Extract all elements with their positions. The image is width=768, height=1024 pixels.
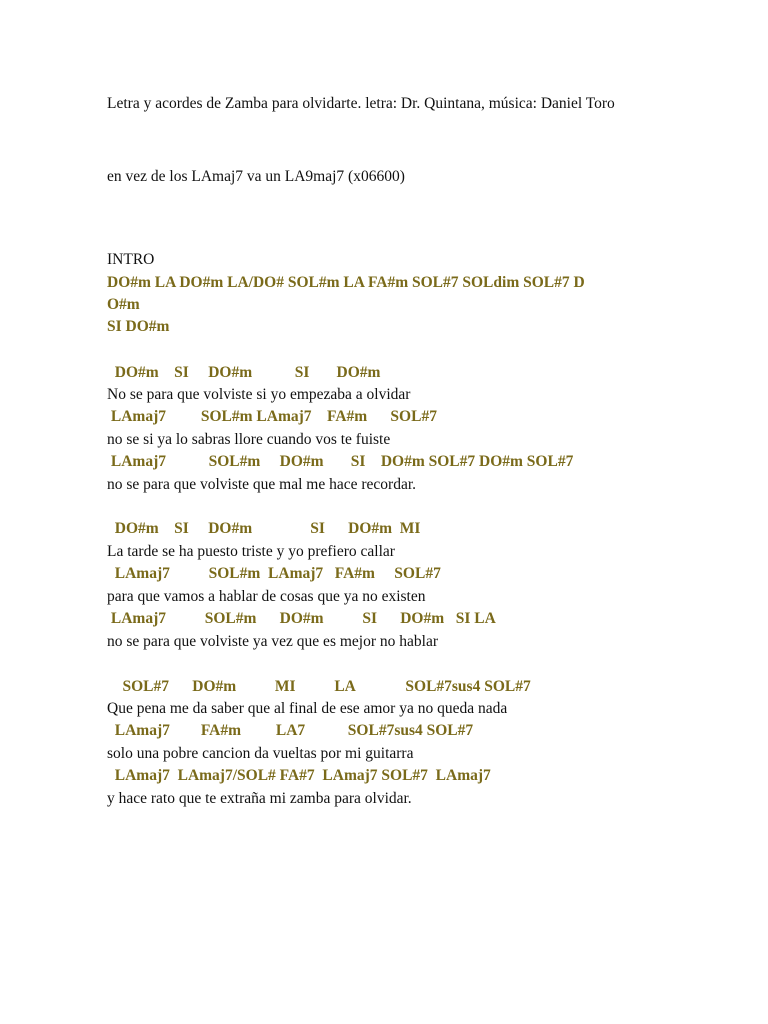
verse1-chords-3: LAmaj7 SOL#m DO#m SI DO#m SOL#7 DO#m SOL#7 [107, 453, 574, 470]
verse1-chords-1: DO#m SI DO#m SI DO#m [107, 364, 381, 381]
tuning-note: en vez de los LAmaj7 va un LA9maj7 (x06600) [107, 168, 405, 185]
verse2-chords-2: LAmaj7 SOL#m LAmaj7 FA#m SOL#7 [107, 565, 441, 582]
verse1-lyric-2: no se si ya lo sabras llore cuando vos te fuiste [107, 431, 391, 448]
intro-label: INTRO [107, 251, 155, 268]
verse2-lyric-2: para que vamos a hablar de cosas que ya no existen [107, 588, 426, 605]
verse3-chords-3: LAmaj7 LAmaj7/SOL# FA#7 LAmaj7 SOL#7 LAmaj7 [107, 767, 491, 784]
verse2-chords-1: DO#m SI DO#m SI DO#m MI [107, 520, 421, 537]
verse3-chords-1: SOL#7 DO#m MI LA SOL#7sus4 SOL#7 [107, 678, 531, 695]
verse3-lyric-3: y hace rato que te extraña mi zamba para olvidar. [107, 790, 412, 807]
verse3-lyric-1: Que pena me da saber que al final de ese amor ya no queda nada [107, 700, 508, 717]
title-line: Letra y acordes de Zamba para olvidarte. letra: Dr. Quintana, música: Daniel Toro [107, 95, 615, 112]
intro-chords-line-1: DO#m LA DO#m LA/DO# SOL#m LA FA#m SOL#7 SOLdim SOL#7 D [107, 274, 585, 291]
verse1-chords-2: LAmaj7 SOL#m LAmaj7 FA#m SOL#7 [107, 408, 437, 425]
verse3-chords-2: LAmaj7 FA#m LA7 SOL#7sus4 SOL#7 [107, 722, 474, 739]
verse2-chords-3: LAmaj7 SOL#m DO#m SI DO#m SI LA [107, 610, 496, 627]
verse2-lyric-3: no se para que volviste ya vez que es mejor no hablar [107, 633, 438, 650]
verse2-lyric-1: La tarde se ha puesto triste y yo prefiero callar [107, 543, 395, 560]
intro-chords-line-3: SI DO#m [107, 318, 170, 335]
verse3-lyric-2: solo una pobre cancion da vueltas por mi guitarra [107, 745, 414, 762]
verse1-lyric-3: no se para que volviste que mal me hace recordar. [107, 476, 417, 493]
intro-chords-line-2: O#m [107, 296, 140, 313]
verse1-lyric-1: No se para que volviste si yo empezaba a olvidar [107, 386, 411, 403]
